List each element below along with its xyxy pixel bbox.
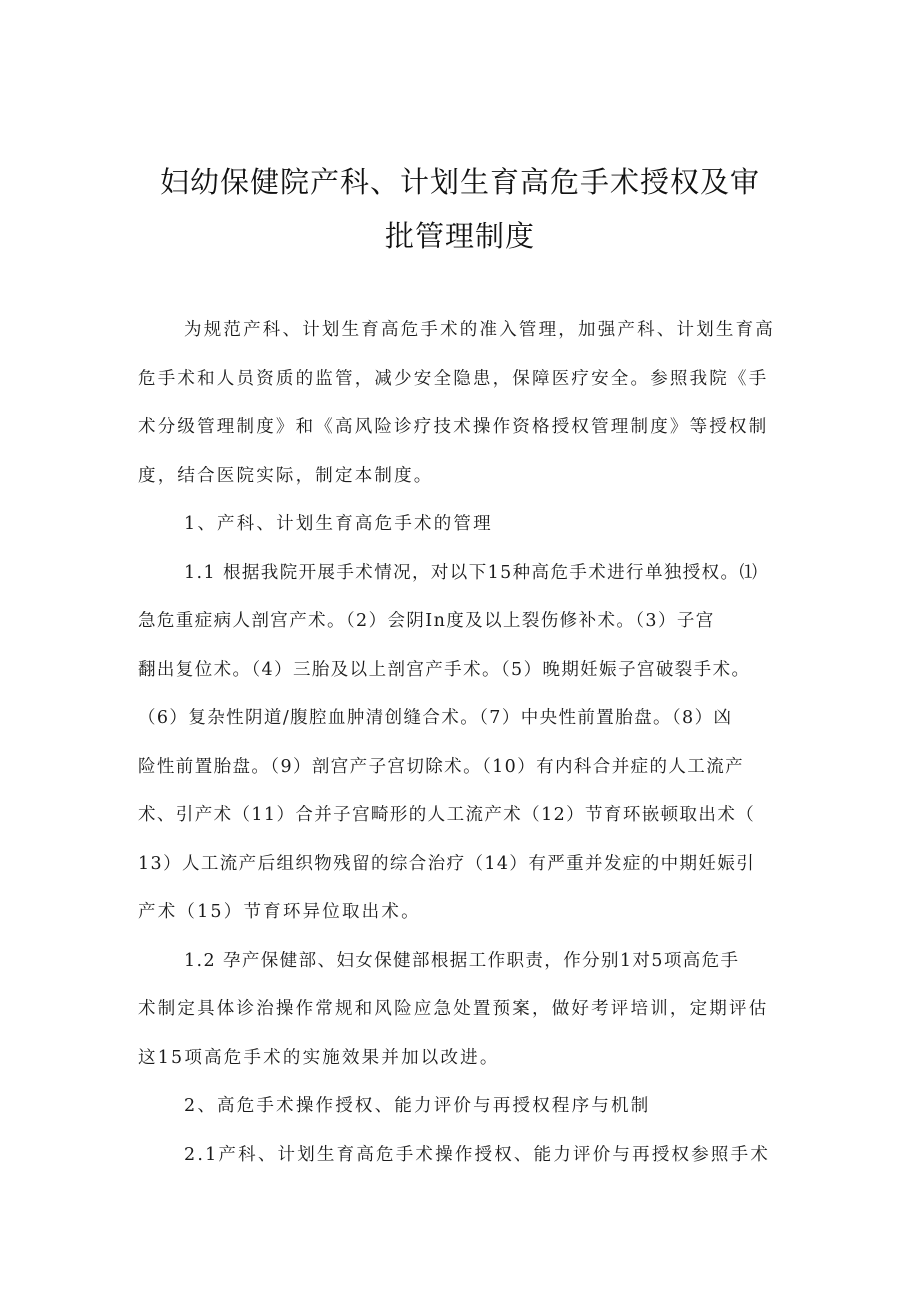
paragraph-line: 危手术和人员资质的监管，减少安全隐患，保障医疗安全。参照我院《手 [138,368,769,389]
section-heading: 2、高危手术操作授权、能力评价与再授权程序与机制 [184,1096,651,1116]
paragraph-line: 产术（15）节育环异位取出术。 [138,902,421,922]
paragraph-line: 术、引产术（11）合并子宫畸形的人工流产术（12）节育环嵌顿取出术（ [138,805,756,825]
paragraph-line: 度，结合医院实际，制定本制度。 [138,465,434,486]
paragraph-line: 翻出复位术。（4）三胎及以上剖宫产手术。（5）晚期妊娠子宫破裂手术。 [138,659,751,680]
paragraph-line: 1.1 根据我院开展手术情况，对以下15种高危手术进行单独授权。⑴ [184,562,759,583]
paragraph-line: 13）人工流产后组织物残留的综合治疗（14）有严重并发症的中期妊娠引 [138,853,756,874]
paragraph-line: 2.1产科、计划生育高危手术操作授权、能力评价与再授权参照手术 [184,1144,771,1165]
document-title-line-2: 批管理制度 [384,219,535,253]
section-heading: 1、产科、计划生育高危手术的管理 [184,514,493,534]
paragraph-line: （6）复杂性阴道/腹腔血肿清创缝合术。（7）中央性前置胎盘。（8）凶 [138,708,733,728]
paragraph-line: 1.2 孕产保健部、妇女保健部根据工作职责，作分别1对5项高危手 [184,950,740,971]
paragraph-line: 这15项高危手术的实施效果并加以改进。 [138,1047,500,1068]
paragraph-line: 险性前置胎盘。（9）剖宫产子宫切除术。（10）有内科合并症的人工流产 [138,756,744,777]
paragraph-line: 术制定具体诊治操作常规和风险应急处置预案，做好考评培训，定期评估 [138,999,769,1019]
document-title-line-1: 妇幼保健院产科、计划生育高危手术授权及审 [159,165,760,199]
paragraph-line: 急危重症病人剖宫产术。（2）会阴In度及以上裂伤修补术。（3）子宫 [138,611,715,631]
paragraph-line: 术分级管理制度》和《高风险诊疗技术操作资格授权管理制度》等授权制 [138,417,769,437]
paragraph-line: 为规范产科、计划生育高危手术的准入管理，加强产科、计划生育高 [184,320,775,340]
document-body [138,306,798,1179]
